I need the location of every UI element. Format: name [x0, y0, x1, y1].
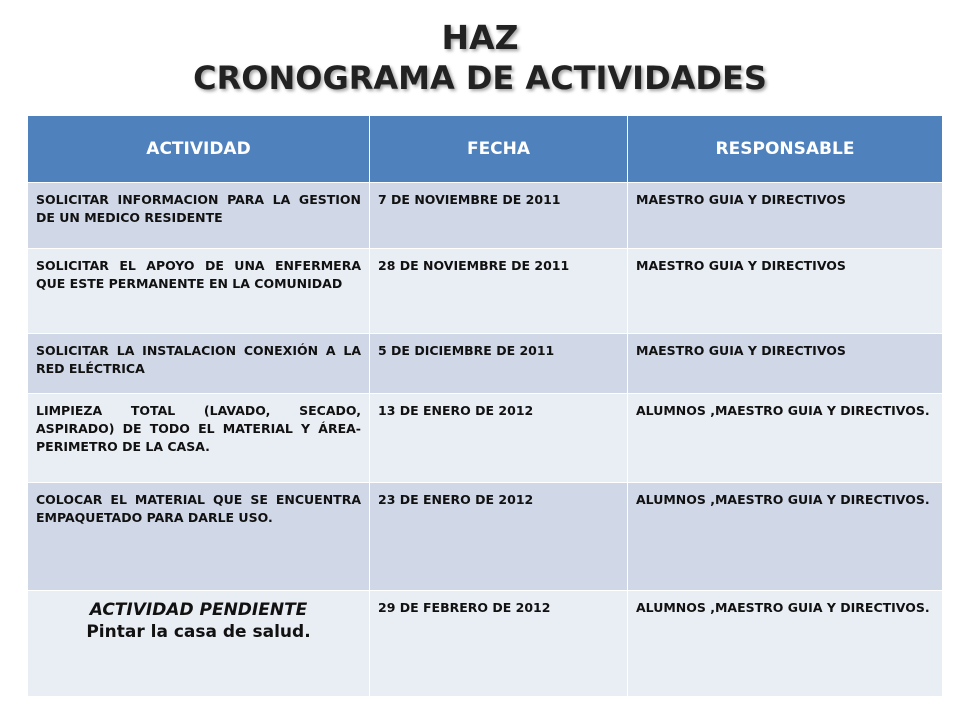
- cell-actividad: SOLICITAR EL APOYO DE UNA ENFERMERA QUE ESTE PERMANENTE EN LA COMUNIDAD: [28, 249, 370, 334]
- schedule-table: [27, 115, 943, 697]
- table-row: [28, 483, 943, 591]
- cell-responsable: ALUMNOS ,MAESTRO GUIA Y DIRECTIVOS.: [628, 394, 943, 483]
- table-row: [28, 249, 943, 334]
- cell-fecha: 28 DE NOVIEMBRE DE 2011: [370, 249, 628, 334]
- table-row: [28, 394, 943, 483]
- pending-activity-detail: Pintar la casa de salud.: [86, 622, 311, 642]
- table-header-row: [28, 116, 943, 183]
- column-header-responsable: RESPONSABLE: [628, 116, 943, 183]
- column-header-actividad: ACTIVIDAD: [28, 116, 370, 183]
- cell-responsable: MAESTRO GUIA Y DIRECTIVOS: [628, 249, 943, 334]
- cell-fecha: 7 DE NOVIEMBRE DE 2011: [370, 183, 628, 249]
- title-line-2: CRONOGRAMA DE ACTIVIDADES: [193, 59, 767, 97]
- table-row: [28, 183, 943, 249]
- table-row: [28, 334, 943, 394]
- page-title: [0, 18, 960, 98]
- cell-fecha: 5 DE DICIEMBRE DE 2011: [370, 334, 628, 394]
- cell-actividad: COLOCAR EL MATERIAL QUE SE ENCUENTRA EMPAQUETADO PARA DARLE USO.: [28, 483, 370, 591]
- cell-actividad: SOLICITAR INFORMACION PARA LA GESTION DE UN MEDICO RESIDENTE: [28, 183, 370, 249]
- cell-fecha: 23 DE ENERO DE 2012: [370, 483, 628, 591]
- cell-actividad: LIMPIEZA TOTAL (LAVADO, SECADO, ASPIRADO) DE TODO EL MATERIAL Y ÁREA-PERIMETRO DE LA CASA.: [28, 394, 370, 483]
- column-header-fecha: FECHA: [370, 116, 628, 183]
- cell-responsable: ALUMNOS ,MAESTRO GUIA Y DIRECTIVOS.: [628, 483, 943, 591]
- cell-actividad: SOLICITAR LA INSTALACION CONEXIÓN A LA RED ELÉCTRICA: [28, 334, 370, 394]
- cell-responsable: ALUMNOS ,MAESTRO GUIA Y DIRECTIVOS.: [628, 591, 943, 697]
- title-line-1: HAZ: [441, 18, 519, 57]
- cell-responsable: MAESTRO GUIA Y DIRECTIVOS: [628, 334, 943, 394]
- table-row: [28, 591, 943, 697]
- pending-activity-heading: ACTIVIDAD PENDIENTE: [89, 600, 308, 620]
- cell-actividad-pendiente: [28, 591, 370, 697]
- cell-responsable: MAESTRO GUIA Y DIRECTIVOS: [628, 183, 943, 249]
- cell-fecha: 29 DE FEBRERO DE 2012: [370, 591, 628, 697]
- cell-fecha: 13 DE ENERO DE 2012: [370, 394, 628, 483]
